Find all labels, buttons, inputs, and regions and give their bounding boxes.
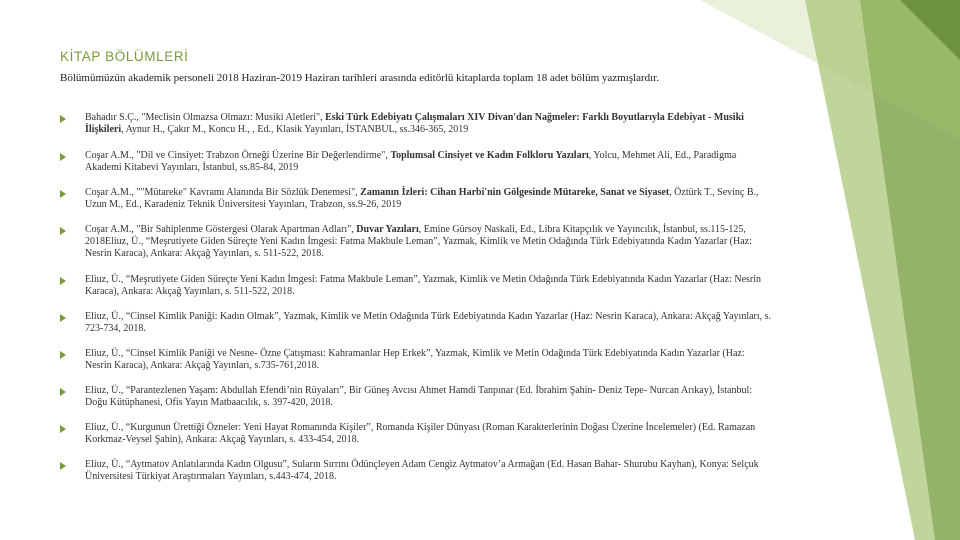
item-text: Coşar A.M., ""Mütareke" Kavramı Alanında Bir Sözlük Denemesi", [85, 187, 361, 198]
item-text: Bahadır S.Ç., "Meclisin Olmazsa Olmazı: Musiki Aletleri", [85, 112, 326, 123]
bullet-icon [60, 351, 66, 359]
slide-title: KİTAP BÖLÜMLERİ [60, 49, 189, 64]
list-item [60, 348, 772, 385]
bullet-icon [60, 314, 66, 322]
item-text: Eliuz, Ü., “Cinsel Kimlik Paniği: Kadın Olmak”, Yazmak, Kimlik ve Metin Odağında Türk Edebiyatında Kadın Yazarlar (Haz: Nesrin Karaca), Ankara: Akçağ Yayınları, s. 723-734, 2018. [85, 311, 772, 334]
bullet-icon [60, 227, 66, 235]
bullet-icon [60, 190, 66, 198]
item-book-title: Eski Türk Edebiyatı Çalışmaları XIV Divan'dan Nağmeler: Farklı Boyutlarıyla Edebiyat - Musiki İlişkileri [85, 112, 744, 135]
item-text: Eliuz, Ü., “Aytmatov Anlatılarında Kadın Olgusu”, Suların Sırrını Ödünçleyen Adam Cengiz Aytmatov’a Armağan (Ed. Hasan Bahar- Shurubu Kayhan), Konya: Selçuk Üniversitesi Türkiyat Araştırmaları Yayınları, s.443-474, 2018. [85, 459, 759, 482]
list-item [60, 150, 772, 187]
item-text: Eliuz, Ü., “Cinsel Kimlik Paniği ve Nesne- Özne Çatışması: Kahramanlar Hep Erkek”, Yazmak, Kimlik ve Metin Odağında Türk Edebiyatında Kadın Yazarlar (Haz: Nesrin Karaca), Ankara: Akçağ Yayınları, s.735-761,2018. [85, 348, 745, 371]
slide-subtitle: Bölümümüzün akademik personeli 2018 Haziran-2019 Haziran tarihleri arasında editörlü kitaplarda toplam 18 adet bölüm yazmışlardır. [60, 72, 660, 84]
chapter-list [60, 112, 772, 489]
item-text: Eliuz, Ü., “Parantezlenen Yaşam: Abdullah Efendi’nin Rüyaları”, Bir Güneş Avcısı Ahmet Hamdi Tanpınar (Ed. İbrahim Şahin- Deniz Tepe- Nurcan Arıkay), İstanbul: Doğu Kütüphanesi, Ofis Yayın Matbaacılık, s. 397-420, 2018. [85, 385, 753, 408]
list-item [60, 187, 772, 224]
item-text: Eliuz, Ü., “Kurgunun Ürettiği Özneler: Yeni Hayat Romanında Kişiler”, Romanda Kişiler Dünyası (Roman Karakterlerinin Doğası Üzerine İncelemeler) (Ed. Ramazan Korkmaz-Veysel Şahin), Ankara: Akçağ Yayınları, s. 433-454, 2018. [85, 422, 756, 445]
item-text: Eliuz, Ü., “Meşrutiyete Giden Süreçte Yeni Kadın İmgesi: Fatma Makbule Leman”, Yazmak, Kimlik ve Metin Odağında Türk Edebiyatında Kadın Yazarlar (Haz: Nesrin Karaca), Ankara: Akçağ Yayınları, s. 511-522, 2018. [85, 274, 762, 297]
bullet-icon [60, 115, 66, 123]
bullet-icon [60, 153, 66, 161]
list-item [60, 112, 772, 150]
item-details: , Aynur H., Çakır M., Koncu H., , Ed., Klasik Yayınları, İSTANBUL, ss.346-365, 2019 [121, 124, 469, 135]
bullet-icon [60, 462, 66, 470]
item-book-title: Zamanın İzleri: Cihan Harbi'nin Gölgesinde Mütareke, Sanat ve Siyaset [360, 187, 670, 198]
item-text: Coşar A.M., "Dil ve Cinsiyet: Trabzon Örneği Üzerine Bir Değerlendirme", [85, 150, 391, 161]
bullet-icon [60, 277, 66, 285]
item-book-title: Duvar Yazıları [356, 224, 419, 235]
bullet-icon [60, 388, 66, 396]
list-item [60, 385, 772, 422]
list-item [60, 274, 772, 311]
item-details: , Emine Gürsoy Naskali, Ed., Libra Kitapçılık ve Yayıncılık, İstanbul, ss.115-125, 2018Eliuz, Ü., “Meşrutiyete Giden Süreçte Yeni Kadın İmgesi: Fatma Makbule Leman”, Yazmak, Kimlik ve Metin Odağında Türk Edebiyatında Kadın Yazarlar (Haz: Nesrin Karaca), Ankara: Akçağ Yayınları, s. 511-522, 2018. [85, 224, 752, 259]
item-details: , Öztürk T., Sevinç B., Uzun M., Ed., Karadeniz Teknik Üniversitesi Yayınları, Trabzon, ss.9-26, 2019 [85, 187, 759, 210]
list-item [60, 422, 772, 459]
item-text: Coşar A.M., "Bir Sahiplenme Göstergesi Olarak Apartman Adları", [85, 224, 357, 235]
item-details: , Yolcu, Mehmet Ali, Ed., Paradigma Akademi Kitabevi Yayınları, İstanbul, ss.85-84, 2019 [85, 150, 737, 173]
item-book-title: Toplumsal Cinsiyet ve Kadın Folkloru Yazıları [390, 150, 589, 161]
list-item [60, 224, 772, 274]
list-item [60, 311, 772, 348]
bullet-icon [60, 425, 66, 433]
list-item [60, 459, 772, 489]
